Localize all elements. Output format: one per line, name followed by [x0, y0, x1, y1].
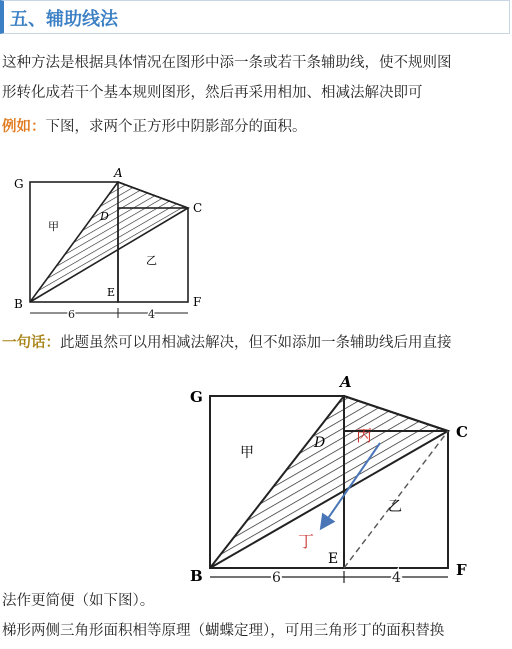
section-header	[0, 0, 510, 34]
fig2-shaded-region	[210, 396, 448, 568]
fig2-label-E: E	[328, 551, 339, 567]
fig2-label-G: G	[190, 388, 203, 406]
oneliner-colon: ：	[45, 335, 60, 351]
continuation-line-2: 梯形两侧三角形面积相等原理（蝴蝶定理），可用三角形丁的面积替换	[2, 623, 445, 639]
fig1-dim-left: 6	[68, 308, 75, 321]
figure-2	[180, 365, 480, 600]
example-text: 下图，求两个正方形中阴影部分的面积。	[45, 119, 307, 135]
fig1-label-D: D	[100, 210, 109, 223]
fig1-label-A: A	[114, 166, 123, 180]
fig2-label-ding: 丁	[298, 532, 315, 551]
example-colon: ：	[31, 119, 46, 135]
example-line	[2, 116, 307, 138]
intro-line-2: 形转化成若干个基本规则图形，然后再采用相加、相减法解决即可	[2, 85, 423, 101]
intro-line-1: 这种方法是根据具体情况在图形中添一条或若干条辅助线，使不规则图	[2, 55, 452, 71]
fig2-label-F: F	[456, 561, 467, 579]
fig1-label-E: E	[107, 286, 116, 299]
fig2-label-A: A	[340, 373, 352, 391]
oneliner-label: 一句话	[2, 335, 46, 351]
fig2-label-C: C	[456, 423, 468, 441]
oneliner-text: 此题虽然可以用相减法解决，但不如添加一条辅助线后用直接	[60, 335, 452, 351]
fig2-label-bing: 丙	[356, 426, 373, 445]
fig2-dim-left: 6	[272, 570, 281, 586]
fig2-label-jia: 甲	[240, 445, 254, 461]
fig2-label-D: D	[314, 435, 326, 451]
fig1-label-F: F	[193, 295, 202, 309]
fig2-label-B: B	[190, 567, 203, 585]
fig1-label-jia: 甲	[48, 220, 59, 233]
fig1-label-yi: 乙	[146, 254, 157, 267]
oneliner-line	[2, 332, 452, 354]
fig1-dim-right: 4	[148, 308, 155, 321]
fig1-label-B: B	[14, 297, 23, 311]
example-label: 例如	[2, 119, 31, 135]
fig2-dim-right: 4	[392, 570, 401, 586]
section-title: 五、辅助线法	[10, 9, 118, 30]
figure-1	[0, 160, 230, 325]
fig1-label-G: G	[14, 177, 24, 191]
continuation-line-1: 法作更简便（如下图）。	[2, 593, 155, 609]
fig2-label-yi: 乙	[388, 499, 402, 515]
fig1-label-C: C	[193, 201, 203, 215]
